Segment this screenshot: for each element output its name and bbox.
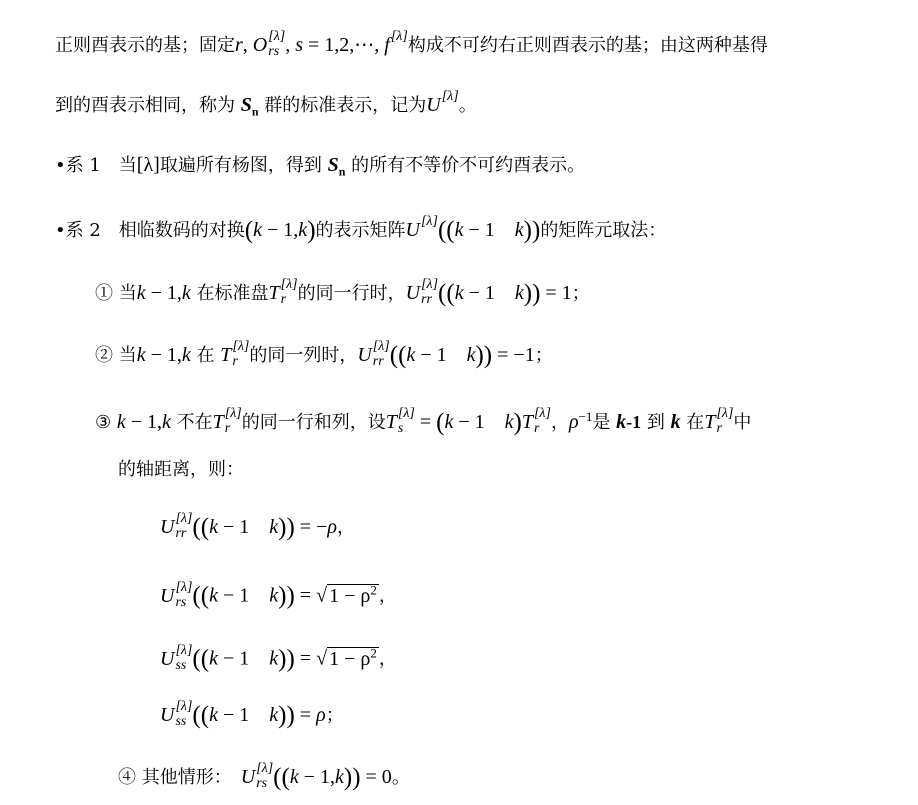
math-symbol: r [235,34,243,56]
subscript: rs [256,776,268,791]
superscript: −1 [578,409,593,424]
math-symbol-with-indices [406,276,438,311]
math-base: U [357,344,372,366]
text-run: 。 [391,767,410,788]
math-text: − 1 [463,219,515,241]
math-text: , [242,34,253,56]
math-text: = [294,704,317,726]
text-run: 到 [641,412,671,433]
math-text: − 1 [415,344,467,366]
math-text: = 1,2,⋯, [303,34,385,56]
math-base: U [240,766,256,788]
math-symbol-with-indices [160,579,192,614]
subscript: ss [175,714,187,729]
math-symbol: k [253,219,263,241]
subscript [391,44,408,59]
bold-math-symbol: k [670,411,681,433]
text-run: ； [534,345,553,366]
math-symbol: k [209,647,218,670]
math-symbol-with-indices [386,405,415,440]
index-stack [421,277,438,307]
parenthesis: (( [273,764,290,791]
math-symbol-with-indices [160,642,192,677]
text-line [118,760,410,794]
text-line [160,698,344,732]
math-text: = [294,584,317,607]
exponent: 2 [370,582,377,597]
text-run: 的同一列时， [249,345,358,366]
parenthesis: )) [523,217,541,244]
superscript: [λ] [372,339,390,354]
math-base: U [160,704,175,726]
math-symbol-with-indices [357,338,389,373]
index-stack [175,511,192,541]
superscript: [λ] [175,579,193,595]
text-line [160,573,397,610]
subscript: rr [372,354,384,369]
subscript: s [397,421,404,436]
math-symbol: ρ [316,704,326,726]
math-symbol: k [334,766,344,788]
superscript: [λ] [390,29,408,44]
superscript: [λ] [175,642,193,658]
parenthesis: )) [523,280,541,307]
math-text: − 1 [217,516,270,538]
parenthesis: )) [475,342,493,369]
math-symbol-with-indices [220,338,249,373]
text-line [95,400,751,434]
index-stack [421,214,438,244]
parenthesis: )) [278,582,295,610]
index-stack [281,277,298,307]
parenthesis: ) [307,217,316,244]
math-base: U [405,219,420,241]
text-run: ③ [95,412,117,433]
math-base: f [384,34,390,56]
subscript: r [224,421,231,436]
superscript: [λ] [420,214,438,229]
math-symbol: k [514,219,524,241]
text-run: 在 [190,345,221,366]
math-base: O [252,34,268,56]
math-symbol-with-indices [213,405,242,440]
math-base: U [160,647,175,670]
square-root [316,584,379,607]
superscript: [λ] [533,406,551,421]
math-symbol-with-indices [426,88,458,123]
parenthesis: ( [244,217,254,244]
text-run: ； [571,283,590,304]
text-run: 的表示矩阵 [315,220,406,241]
math-symbol-with-indices [160,698,192,733]
subscript: r [533,421,540,436]
math-symbol-with-indices [704,405,733,440]
math-symbol: k [269,647,279,670]
math-symbol: ρ [327,516,337,538]
math-text: = [294,647,317,670]
subscript: rr [421,292,432,307]
index-stack [256,761,273,791]
math-symbol: k [514,282,524,304]
subscript: rr [175,526,187,541]
text-run: 不在 [170,412,213,433]
math-symbol: k [504,411,514,433]
superscript: [λ] [716,406,734,421]
text-run: ， [336,517,355,538]
bold-math-symbol: S [240,94,252,116]
text-run: ， [378,585,397,607]
index-stack [716,406,733,436]
exponent: 2 [370,645,377,660]
index-stack [225,406,242,436]
subscript [421,229,438,244]
superscript: [λ] [268,29,286,44]
math-symbol: k [181,282,191,304]
math-symbol: k [162,411,171,433]
index-stack [534,406,551,436]
bold-math-symbol: k [616,411,627,433]
superscript: [λ] [441,89,459,104]
subscript: n [251,104,259,119]
text-run: ， [378,648,397,670]
bold-number: -1 [626,412,642,432]
math-symbol-with-indices [241,760,273,795]
parenthesis: )) [278,514,295,541]
math-base: U [160,516,175,538]
math-symbol-with-indices [406,213,438,248]
subscript: rs [175,594,187,610]
math-symbol: ρ [568,411,579,433]
parenthesis: (( [389,342,407,369]
math-text: = 0 [360,766,392,788]
text-run: 中 [733,412,752,433]
subscript: r [280,292,287,307]
math-symbol: k [444,411,454,433]
math-text: − 1, [262,219,299,241]
parenthesis: )) [278,702,295,729]
superscript: [λ] [224,406,242,421]
math-symbol-with-indices [522,405,551,440]
text-run: 。 [458,95,477,116]
text-run: 的同一行和列，设 [241,412,386,433]
parenthesis: (( [192,582,210,610]
math-text: − 1, [125,411,163,433]
text-line [118,453,244,487]
math-text: = [414,411,437,433]
math-symbol-with-indices [160,510,192,545]
superscript: [λ] [175,511,193,526]
text-line [95,276,590,310]
parenthesis: (( [192,645,210,673]
math-symbol: k [209,516,218,538]
math-base: T [212,411,224,433]
radicand: $1 - \rho^2$ [329,645,377,670]
math-text: = 1 [540,282,572,304]
math-symbol: k [181,344,191,366]
text-run: 的所有不等价不可约酉表示。 [345,155,586,176]
text-run: 在 [680,412,705,433]
math-base: U [426,94,441,116]
superscript: [λ] [280,277,298,292]
math-text: − 1, [145,282,182,304]
math-symbol: k [454,219,464,241]
index-stack [268,29,285,59]
math-symbol: k [269,704,279,726]
text-run: •系 2 相临数码的对换 [55,220,245,241]
text-run: 的轴距离，则： [118,459,244,480]
math-symbol: k [269,584,279,607]
text-run: ， [550,412,569,433]
parenthesis: (( [192,514,210,541]
text-run: 构成不可约右正则酉表示的基；由这两种基得 [407,35,768,56]
parenthesis: (( [437,217,455,244]
parenthesis: ( [436,409,445,436]
text-run: •系 1 当 [55,155,137,176]
math-symbol: k [289,766,299,788]
math-base: T [268,282,280,304]
radical-sign: √ [316,647,328,670]
math-text: − 1 [217,584,270,607]
math-base: T [220,344,232,366]
parenthesis: )) [278,645,295,673]
index-stack [398,406,415,436]
superscript: [λ] [421,277,439,292]
math-base: U [160,584,175,607]
math-symbol: k [136,282,146,304]
superscript: [λ] [256,761,274,776]
text-line [160,636,397,673]
text-run: 是 [592,412,617,433]
text-line [95,338,553,372]
math-symbol: k [406,344,416,366]
math-symbol: k [209,584,218,607]
subscript: ss [175,657,187,673]
index-stack [175,699,192,729]
math-text: − 1 [453,411,505,433]
math-text: [λ] [136,154,160,176]
text-line [55,213,666,247]
index-stack [175,580,192,610]
math-text: = − [294,516,328,538]
index-stack [442,89,459,119]
parenthesis: )) [343,764,361,791]
text-run: 到的酉表示相同，称为 [55,95,241,116]
text-line [55,88,477,122]
math-symbol-with-indices [253,28,285,63]
math-symbol: k [116,411,126,433]
math-text: − 1, [145,344,182,366]
superscript: [λ] [232,339,250,354]
text-line [55,148,585,182]
text-run: ① 当 [95,283,137,304]
text-run: ② 当 [95,345,137,366]
math-symbol: k [298,219,308,241]
text-run: 群的标准表示，记为 [258,95,427,116]
index-stack [391,29,408,59]
bold-math-symbol: S [327,154,339,176]
index-stack [373,339,390,369]
subscript: r [232,354,238,369]
math-text: , [285,34,296,56]
square-root [316,647,379,670]
math-symbol: k [269,516,279,538]
text-run: ④ 其他情形： [118,767,241,788]
text-run: 取遍所有杨图，得到 [159,155,328,176]
radicand: $1 - \rho^2$ [329,582,377,607]
math-symbol: s [295,34,304,56]
subscript: n [338,164,346,179]
math-base: T [385,411,397,433]
index-stack [232,339,249,369]
math-base: U [405,282,421,304]
text-run: 正则酉表示的基；固定 [55,35,235,56]
text-run: ； [325,705,344,726]
text-run: 在标准盘 [190,283,269,304]
math-text: = −1 [492,344,535,366]
math-symbol-with-indices [384,28,408,63]
math-text: − 1 [463,282,515,304]
math-text: − 1, [298,766,335,788]
math-symbol: k [454,282,464,304]
parenthesis: (( [192,702,210,729]
text-line [55,28,768,62]
text-run: 的矩阵元取法： [540,220,667,241]
subscript [442,104,459,119]
subscript: r [716,421,722,436]
subscript: rs [268,44,280,59]
math-symbol: k [136,344,146,366]
math-text: − 1 [217,647,270,670]
parenthesis: ) [513,409,522,436]
superscript: [λ] [175,699,193,714]
math-symbol: k [209,704,218,726]
radical-sign: √ [316,584,328,607]
math-base: T [521,411,533,433]
text-run: 的同一行时， [297,283,406,304]
math-symbol: k [466,344,476,366]
text-line [160,510,355,544]
index-stack [175,643,192,673]
math-base: T [704,411,716,433]
math-text: − 1 [217,704,270,726]
superscript: [λ] [397,406,415,421]
math-symbol-with-indices [269,276,298,311]
parenthesis: (( [438,280,455,307]
